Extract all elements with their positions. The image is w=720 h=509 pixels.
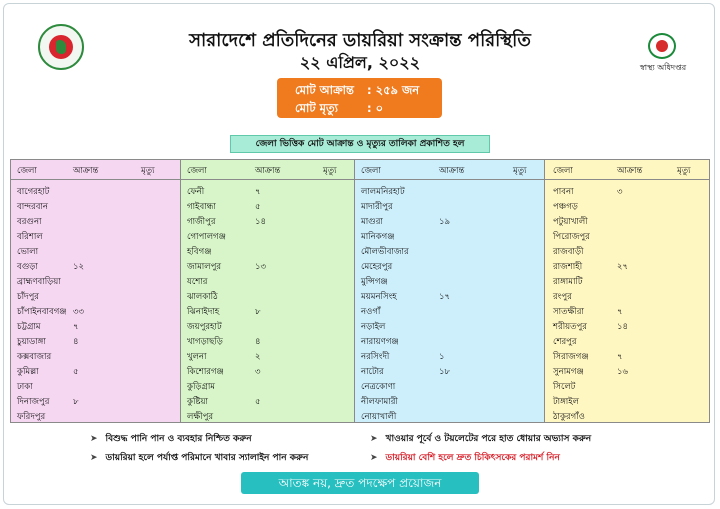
table-row <box>355 241 544 257</box>
district-cell: ব্রাহ্মণবাড়িয়া <box>17 277 61 287</box>
district-cell: টাঙ্গাইল <box>553 397 579 407</box>
district-cell: কক্সবাজার <box>17 352 52 362</box>
district-cell: বগুড়া <box>17 262 38 272</box>
arrow-right-icon: ➤ <box>90 434 98 444</box>
district-cell: গাজীপুর <box>187 217 216 227</box>
table-row <box>545 286 709 302</box>
district-cell: ভোলা <box>17 247 39 257</box>
table-row <box>355 196 544 212</box>
district-cell: নীলফামারী <box>361 397 398 407</box>
table-row <box>355 286 544 302</box>
district-cell: মৌলভীবাজার <box>361 247 409 257</box>
table-row <box>545 376 709 392</box>
header-death: মৃত্যু <box>513 166 527 176</box>
table-header <box>355 160 544 180</box>
table-row <box>181 211 354 227</box>
district-cell: শেরপুর <box>553 337 577 347</box>
table-row <box>545 226 709 242</box>
header-affected: আক্রান্ত <box>617 166 643 176</box>
table-banner: জেলা ভিত্তিক মোট আক্রান্ত ও মৃত্যুর তালিকা প্রকাশিত হল <box>230 135 490 153</box>
table-row <box>181 301 354 317</box>
header-death: মৃত্যু <box>677 166 691 176</box>
table-row <box>545 181 709 197</box>
affected-cell: ৮ <box>255 307 261 317</box>
table-row <box>355 301 544 317</box>
table-header <box>545 160 709 180</box>
table-row <box>355 226 544 242</box>
district-cell: নাটোর <box>361 367 384 377</box>
district-cell: সুনামগঞ্জ <box>553 367 584 377</box>
table-row <box>355 361 544 377</box>
district-cell: পাবনা <box>553 187 574 197</box>
district-cell: চট্টগ্রাম <box>17 322 41 332</box>
table-header <box>11 160 180 180</box>
district-cell: ফেনী <box>187 187 205 197</box>
district-cell: পটুয়াখালী <box>553 217 588 227</box>
table-row <box>355 181 544 197</box>
district-cell: ফরিদপুর <box>17 412 46 422</box>
table-row <box>181 196 354 212</box>
affected-cell: ২ <box>255 352 261 362</box>
page-title: সারাদেশে প্রতিদিনের ডায়রিয়া সংক্রান্ত পরিস্থিতি <box>189 30 531 51</box>
district-cell: মেহেরপুর <box>361 262 393 272</box>
table-row <box>545 271 709 287</box>
report-date: ২২ এপ্রিল, ২০২২ <box>299 53 421 72</box>
district-cell: জামালপুর <box>187 262 222 272</box>
district-cell: পিরোজপুর <box>553 232 590 242</box>
summary-label: মোট মৃত্যু <box>295 101 339 115</box>
tip-3: ➤ ডায়রিয়া হলে পর্যাপ্ত পরিমানে খাবার স্যালাইন পান করুন <box>90 453 309 463</box>
summary-label: মোট আক্রান্ত <box>295 83 354 97</box>
table-row <box>545 346 709 362</box>
affected-cell: ১২ <box>73 262 85 272</box>
table-row <box>545 196 709 212</box>
affected-cell: ১ <box>439 352 445 362</box>
table-row <box>11 241 180 257</box>
table-row <box>181 331 354 347</box>
affected-cell: ১৬ <box>617 367 629 377</box>
table-column-1 <box>11 160 181 422</box>
table-row <box>545 316 709 332</box>
district-cell: কুষ্টিয়া <box>187 397 208 407</box>
district-cell: পঞ্চগড় <box>553 202 578 212</box>
district-cell: বরিশাল <box>17 232 43 242</box>
affected-cell: ১৯ <box>439 217 451 227</box>
district-cell: শরীয়তপুর <box>553 322 587 332</box>
table-row <box>11 286 180 302</box>
district-cell: নড়াইল <box>361 322 386 332</box>
district-cell: হবিগঞ্জ <box>187 247 212 257</box>
affected-cell: ৭ <box>255 187 261 197</box>
district-cell: রাজশাহী <box>553 262 583 272</box>
district-cell: বরগুনা <box>17 217 42 227</box>
table-row <box>545 361 709 377</box>
table-row <box>11 391 180 407</box>
district-cell: রাঙ্গামাটি <box>553 277 583 287</box>
district-cell: সিরাজগঞ্জ <box>553 352 589 362</box>
summary-affected-row <box>277 80 442 98</box>
table-row <box>355 331 544 347</box>
table-row <box>545 211 709 227</box>
district-cell: খাগড়াছড়ি <box>187 337 223 347</box>
arrow-right-icon: ➤ <box>370 453 378 463</box>
table-row <box>355 391 544 407</box>
district-cell: কুমিল্লা <box>17 367 39 377</box>
table-row <box>11 316 180 332</box>
district-cell: ঝালকাঠি <box>187 292 218 302</box>
table-row <box>545 391 709 407</box>
table-row <box>181 256 354 272</box>
table-row <box>11 196 180 212</box>
district-cell: দিনাজপুর <box>17 397 50 407</box>
affected-cell: ১৪ <box>617 322 629 332</box>
table-row <box>181 406 354 422</box>
table-row <box>181 346 354 362</box>
table-row <box>11 211 180 227</box>
district-cell: চাঁপাইনবাবগঞ্জ <box>17 307 67 317</box>
table-row <box>11 361 180 377</box>
district-table <box>10 159 710 423</box>
affected-cell: ১৪ <box>255 217 267 227</box>
table-row <box>355 406 544 422</box>
affected-cell: ১৩ <box>255 262 267 272</box>
table-row <box>181 286 354 302</box>
table-row <box>11 346 180 362</box>
table-row <box>545 406 709 422</box>
summary-box <box>277 78 442 118</box>
district-cell: ঢাকা <box>17 382 33 392</box>
district-cell: জয়পুরহাট <box>187 322 222 332</box>
table-row <box>11 256 180 272</box>
header-affected: আক্রান্ত <box>73 166 99 176</box>
district-cell: নরসিংদী <box>361 352 390 362</box>
district-cell: মুন্সিগঞ্জ <box>361 277 388 287</box>
summary-death-row <box>277 98 442 116</box>
table-row <box>181 376 354 392</box>
affected-cell: ৩ <box>255 367 261 377</box>
table-row <box>355 346 544 362</box>
tip-2: ➤ খাওয়ার পূর্বে ও টয়লেটের পরে হাত ধোয়ার অভ্যাস করুন <box>370 434 592 444</box>
affected-cell: ১৮ <box>439 367 451 377</box>
district-cell: চাঁদপুর <box>17 292 39 302</box>
header-district: জেলা <box>17 166 37 176</box>
table-row <box>545 331 709 347</box>
table-row <box>545 301 709 317</box>
table-row <box>545 256 709 272</box>
district-cell: ঝিনাইদাহ <box>187 307 220 317</box>
district-cell: কিশোরগঞ্জ <box>187 367 224 377</box>
affected-cell: ৭ <box>617 307 623 317</box>
table-row <box>11 376 180 392</box>
district-cell: নওগাঁ <box>361 307 381 317</box>
affected-cell: ৪ <box>255 337 261 347</box>
table-row <box>181 271 354 287</box>
affected-cell: ৫ <box>73 367 79 377</box>
table-row <box>181 361 354 377</box>
district-cell: সাতক্ষীরা <box>553 307 584 317</box>
district-cell: কুড়িগ্রাম <box>187 382 215 392</box>
table-row <box>11 301 180 317</box>
affected-cell: ৭ <box>73 322 79 332</box>
affected-cell: ৫ <box>255 202 261 212</box>
health-directorate-label: স্বাস্থ্য অধিদপ্তর <box>639 63 687 72</box>
header-affected: আক্রান্ত <box>255 166 281 176</box>
header-district: জেলা <box>361 166 381 176</box>
district-cell: নেত্রকোণা <box>361 382 396 392</box>
arrow-right-icon: ➤ <box>370 434 378 444</box>
header-district: জেলা <box>187 166 207 176</box>
table-column-3 <box>355 160 545 422</box>
district-cell: বাগেরহাট <box>17 187 50 197</box>
table-row <box>11 181 180 197</box>
table-row <box>355 376 544 392</box>
table-row <box>181 316 354 332</box>
table-row <box>11 226 180 242</box>
district-cell: মাগুরা <box>361 217 383 227</box>
affected-cell: ১৭ <box>439 292 451 302</box>
table-row <box>355 316 544 332</box>
table-row <box>11 271 180 287</box>
district-cell: রংপুর <box>553 292 572 302</box>
table-header <box>181 160 354 180</box>
header-death: মৃত্যু <box>323 166 337 176</box>
district-cell: সিলেট <box>553 382 576 392</box>
district-cell: যশোর <box>187 277 208 287</box>
table-column-2 <box>181 160 355 422</box>
district-cell: ময়মনসিংহ <box>361 292 397 302</box>
district-cell: খুলনা <box>187 352 207 362</box>
district-cell: বান্দরবান <box>17 202 48 212</box>
district-cell: লক্ষীপুর <box>187 412 214 422</box>
table-row <box>355 271 544 287</box>
affected-cell: ৫ <box>255 397 261 407</box>
district-cell: লালমনিরহাট <box>361 187 405 197</box>
district-cell: ঠাকুরগাঁও <box>553 412 585 422</box>
tip-4: ➤ ডায়রিয়া বেশি হলে দ্রুত চিকিৎসকের পরামর্শ নিন <box>370 453 560 463</box>
header-district: জেলা <box>553 166 573 176</box>
district-cell: নারায়ণগঞ্জ <box>361 337 399 347</box>
summary-value: : ২৫৯ জন <box>367 83 420 97</box>
slogan-banner: আতঙ্ক নয়, দ্রুত পদক্ষেপ প্রয়োজন <box>241 472 479 494</box>
table-row <box>181 391 354 407</box>
affected-cell: ৪ <box>73 337 79 347</box>
affected-cell: ৮ <box>73 397 79 407</box>
district-cell: গোপালগঞ্জ <box>187 232 226 242</box>
district-cell: রাজবাড়ী <box>553 247 584 257</box>
district-cell: গাইবান্ধা <box>187 202 216 212</box>
header-death: মৃত্যু <box>141 166 155 176</box>
table-row <box>355 256 544 272</box>
arrow-right-icon: ➤ <box>90 453 98 463</box>
table-row <box>545 241 709 257</box>
table-row <box>11 331 180 347</box>
affected-cell: ৩৩ <box>73 307 85 317</box>
table-row <box>181 181 354 197</box>
affected-cell: ৩ <box>617 187 623 197</box>
header-affected: আক্রান্ত <box>439 166 465 176</box>
table-row <box>355 211 544 227</box>
summary-value: : ০ <box>367 101 384 115</box>
table-row <box>181 226 354 242</box>
table-row <box>11 406 180 422</box>
tip-1: ➤ বিশুদ্ধ পানি পান ও ব্যবহার নিশ্চিত করুন <box>90 434 252 444</box>
affected-cell: ২৭ <box>617 262 629 272</box>
table-row <box>181 241 354 257</box>
district-cell: নোয়াখালী <box>361 412 397 422</box>
district-cell: মাদারীপুর <box>361 202 393 212</box>
affected-cell: ৭ <box>617 352 623 362</box>
district-cell: মানিকগঞ্জ <box>361 232 395 242</box>
table-column-4 <box>545 160 709 422</box>
district-cell: চুয়াডাঙ্গা <box>17 337 46 347</box>
